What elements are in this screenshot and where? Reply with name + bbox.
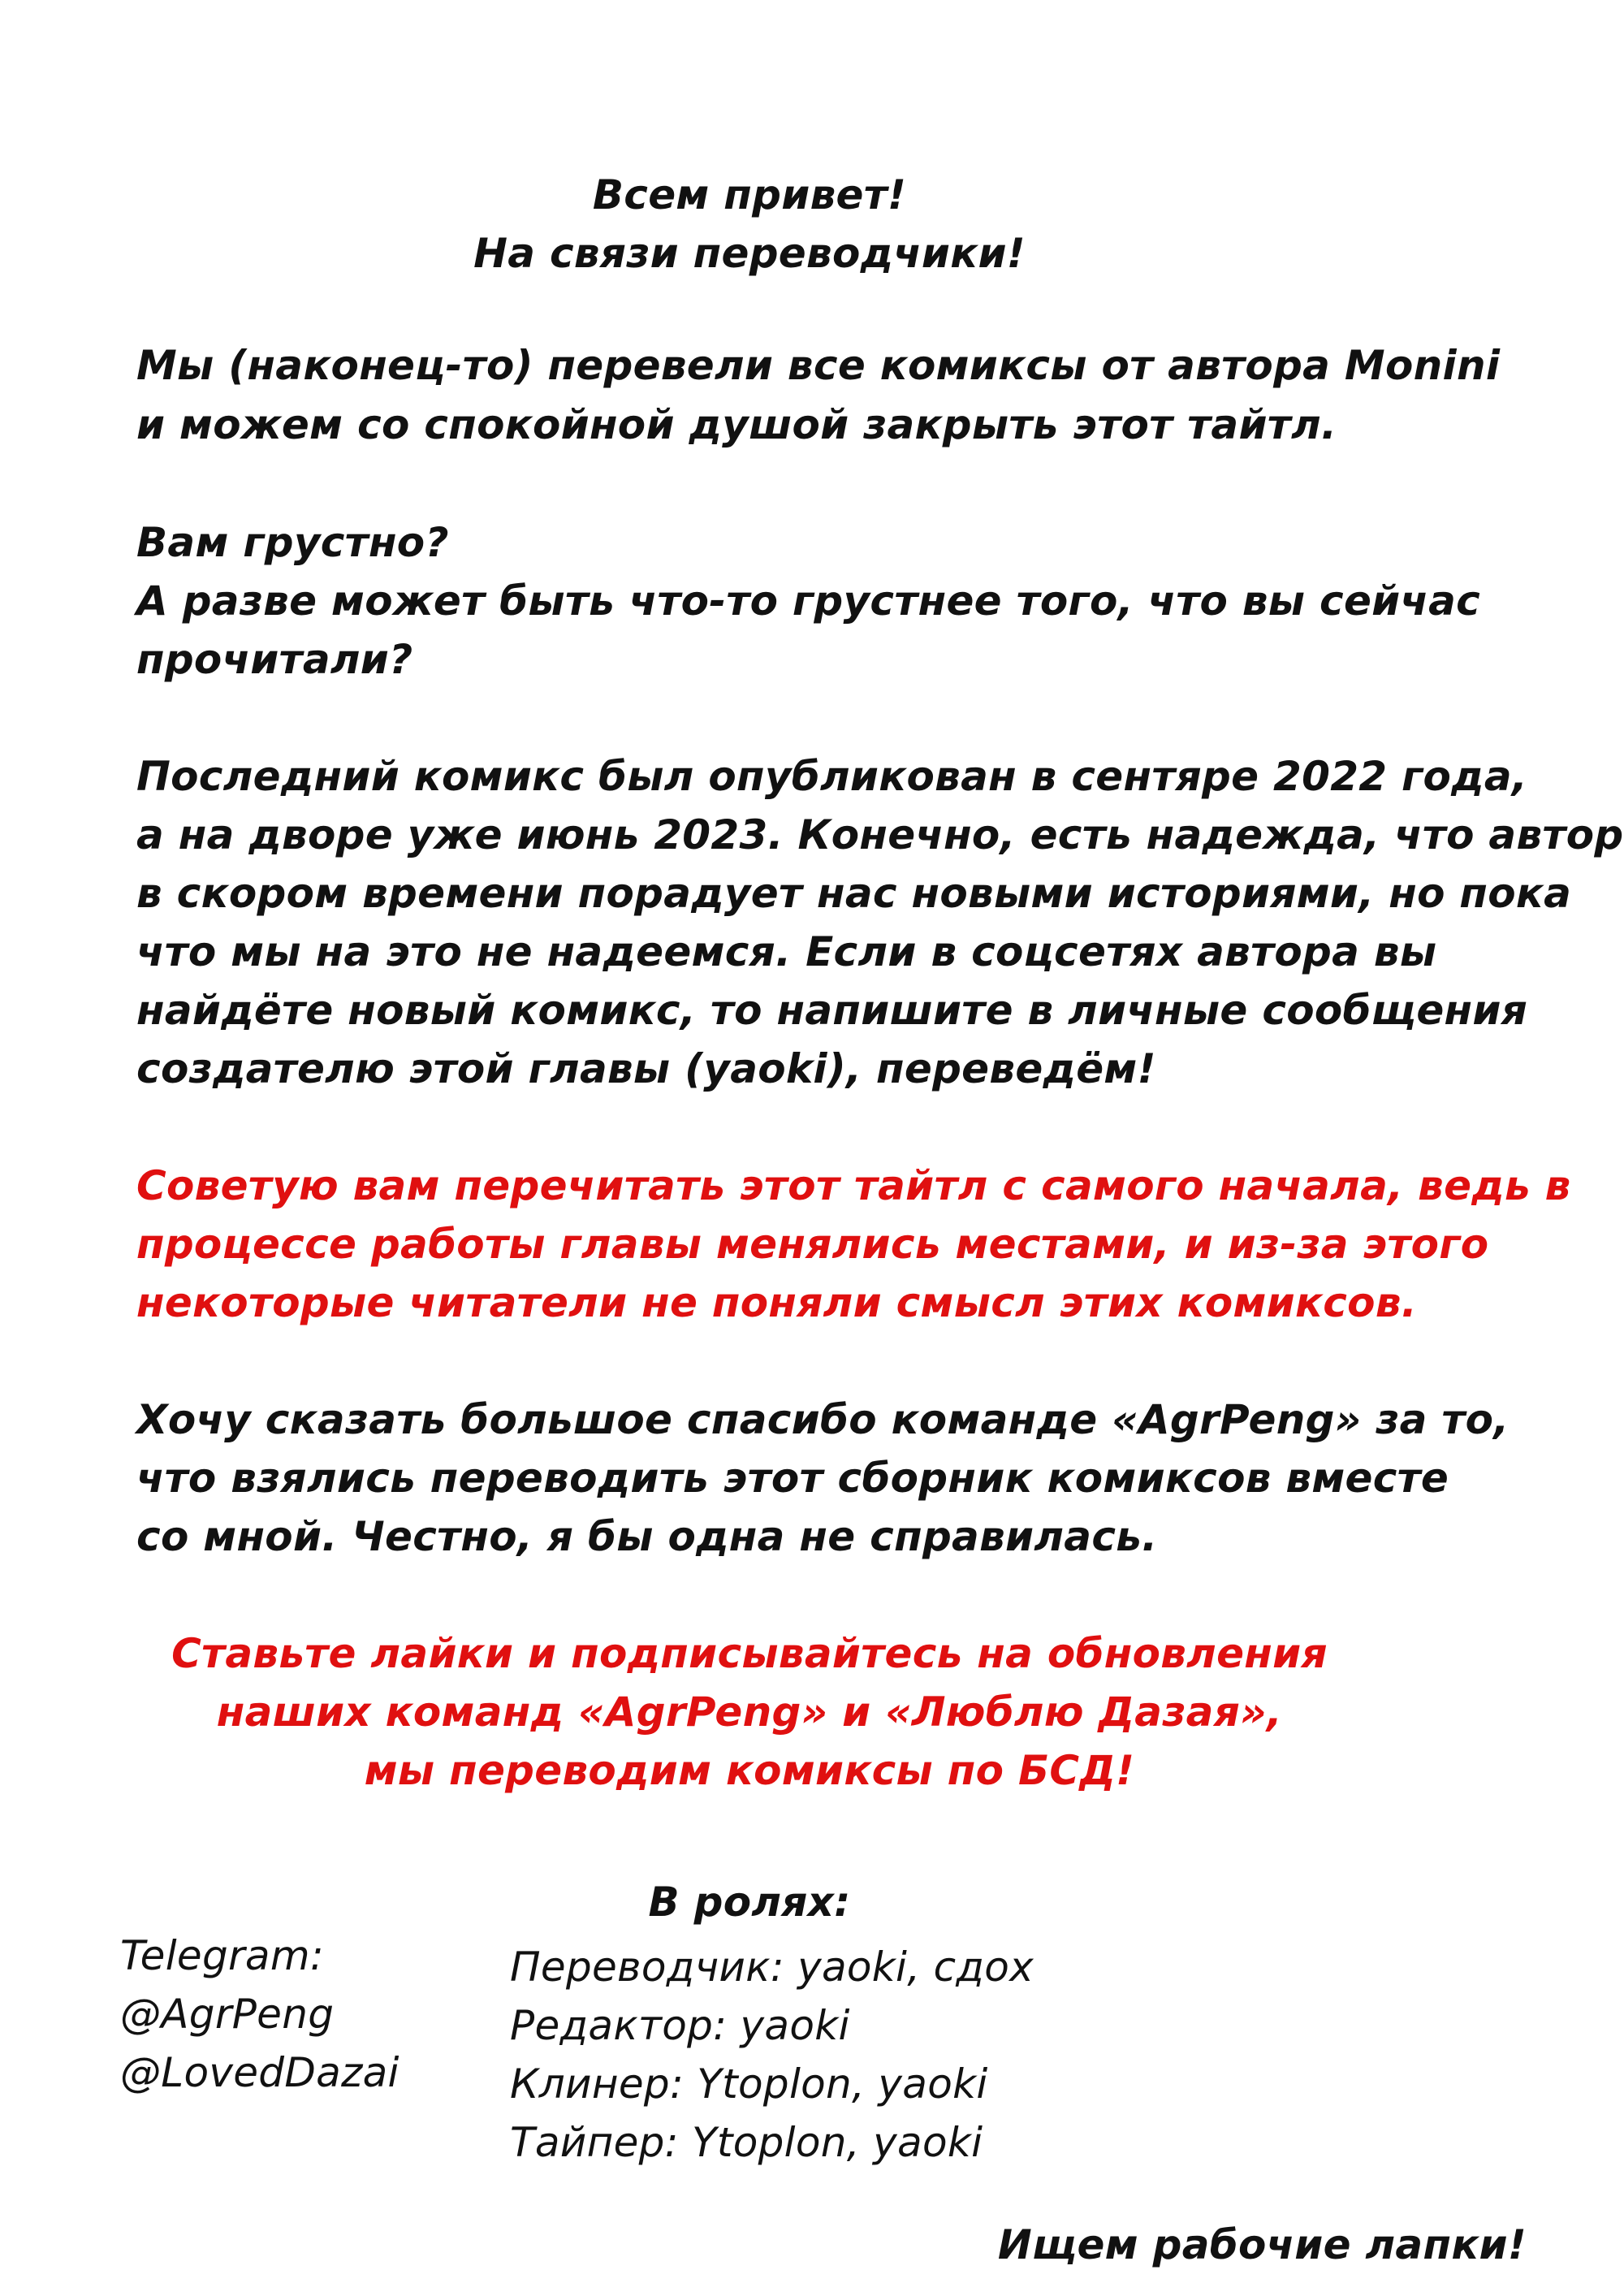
subscribe-line-2: наших команд «AgrPeng» и «Люблю Дазая», [216, 1688, 1283, 1736]
greeting-line-2: На связи переводчики! [473, 230, 1026, 277]
telegram-handle-agrpeng[interactable]: @AgrPeng [120, 1991, 335, 2038]
para2-line-2: А разве может быть что-то грустнее того, что вы сейчас [136, 577, 1481, 625]
footer-call: Ищем рабочие лапки! [997, 2221, 1527, 2268]
advice-line-1: Советую вам перечитать этот тайтл с самого начала, ведь в [136, 1162, 1571, 1209]
telegram-label: Telegram: [120, 1932, 324, 1979]
para3-line-4: что мы на это не надеемся. Если в соцсетях автора вы [136, 928, 1437, 975]
credit-editor: Редактор: yaoki [510, 2002, 850, 2049]
thanks-line-3: со мной. Честно, я бы одна не справилась. [136, 1513, 1158, 1560]
advice-line-3: некоторые читатели не поняли смысл этих комиксов. [136, 1279, 1418, 1326]
credit-translator: Переводчик: yaoki, сдох [510, 1944, 1034, 1991]
credits-heading: В ролях: [648, 1879, 851, 1926]
subscribe-line-1: Ставьте лайки и подписывайтесь на обновления [171, 1630, 1328, 1677]
para3-line-2: а на дворе уже июнь 2023. Конечно, есть надежда, что автор [136, 811, 1624, 858]
thanks-line-1: Хочу сказать большое спасибо команде «AgrPeng» за то, [136, 1396, 1510, 1443]
para2-line-3: прочитали? [136, 636, 413, 683]
para3-line-6: создателю этой главы (yaoki), переведём! [136, 1045, 1156, 1092]
para1-line-2: и можем со спокойной душой закрыть этот тайтл. [136, 401, 1337, 448]
para3-line-3: в скором времени порадует нас новыми историями, но пока [136, 870, 1572, 917]
advice-line-2: процессе работы главы менялись местами, и из-за этого [136, 1221, 1489, 1268]
credit-typer: Тайпер: Ytoplon, yaoki [510, 2119, 983, 2166]
para2-line-1: Вам грустно? [136, 519, 449, 566]
para3-line-5: найдёте новый комикс, то напишите в личные сообщения [136, 987, 1528, 1034]
credit-cleaner: Клинер: Ytoplon, yaoki [510, 2060, 988, 2108]
greeting-line-1: Всем привет! [592, 171, 907, 218]
thanks-line-2: что взялись переводить этот сборник комиксов вместе [136, 1455, 1449, 1502]
telegram-handle-loveddazai[interactable]: @LovedDazai [120, 2049, 400, 2096]
para1-line-1: Мы (наконец-то) перевели все комиксы от автора Monini [136, 342, 1501, 389]
subscribe-line-3: мы переводим комиксы по БСД! [364, 1747, 1135, 1794]
para3-line-1: Последний комикс был опубликован в сентяре 2022 года, [136, 753, 1528, 800]
